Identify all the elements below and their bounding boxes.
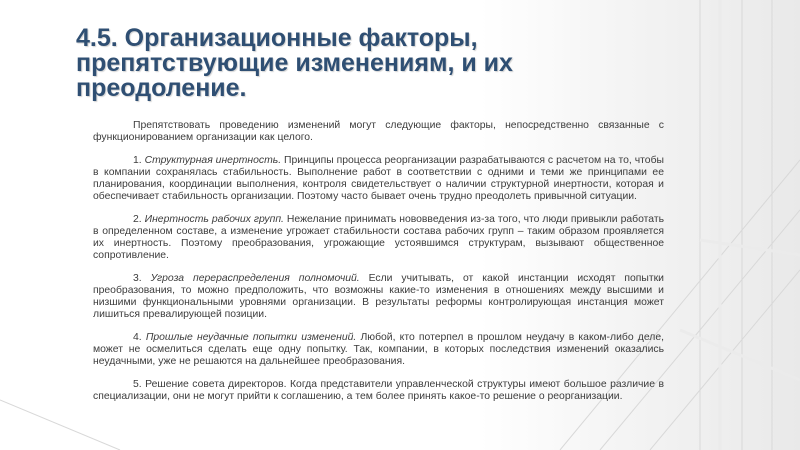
intro-paragraph: Препятствовать проведению изменений могут следующие факторы, непосредственно связанные с функционированием организации как целого. (93, 120, 664, 143)
slide-title: 4.5. Организационные факторы, препятствующие изменениям, и их преодоление. (76, 24, 513, 102)
factor-number: 1. (133, 155, 142, 166)
factor-paragraph-3 (93, 273, 664, 321)
factor-name: Инертность рабочих групп. (144, 214, 284, 225)
factor-text: Когда представители управленческой структуры имеют большое различие в специализации, они не могут прийти к соглашению, а тем более принять какое-то решение о реорганизации. (93, 379, 664, 402)
factor-number: 4. (133, 332, 142, 343)
factor-number: 5. (133, 379, 142, 390)
factor-number: 3. (133, 273, 142, 284)
factor-text: Принципы процесса реорганизации разрабатываются с расчетом на то, чтобы в компании сохранялась стабильность. Выполнение работ в соответствии с одними и теми же принципами ее планирования, координации выполнения, контроля свидетельствует о наличии структурной инертности, которая и обеспечивает стабильность организации. Поэтому часто бывает очень трудно преодолеть привычной ситуации. (93, 155, 664, 202)
slide-body (93, 120, 664, 403)
factor-paragraph-2 (93, 214, 664, 262)
factor-text: Любой, кто потерпел в прошлом неудачу в каком-либо деле, может не осмелиться сделать еще одну попытку. Так, компании, в которых последствия изменений оказались неудачными, уже не решаются на дальнейшее преобразования. (93, 332, 664, 367)
factor-text: Нежелание принимать нововведения из-за того, что люди привыкли работать в определенном составе, а изменение угрожает стабильности состава рабочих групп – таким образом проявляется их инертность. Поэтому преобразования, угрожающие устоявшимся структурам, вызывают общественное сопротивление. (93, 214, 664, 261)
factor-number: 2. (133, 214, 142, 225)
factor-paragraph-5 (93, 379, 664, 403)
factor-paragraph-4 (93, 332, 664, 368)
factor-name: Прошлые неудачные попытки изменений. (145, 332, 357, 343)
factor-name: Угроза перераспределения полномочий. (150, 273, 360, 284)
factor-text: Если учитывать, от какой инстанции исходят попытки преобразования, то можно предположить, что возможны какие-то изменения в отношениях между высшими и низшими функциональными уровнями организации. В результаты реформы контролирующая инстанция может лишиться превалирующей позиции. (93, 273, 664, 320)
factor-paragraph-1 (93, 155, 664, 203)
factor-name: Решение совета директоров. (145, 379, 287, 390)
factor-name: Структурная инертность. (144, 155, 282, 166)
